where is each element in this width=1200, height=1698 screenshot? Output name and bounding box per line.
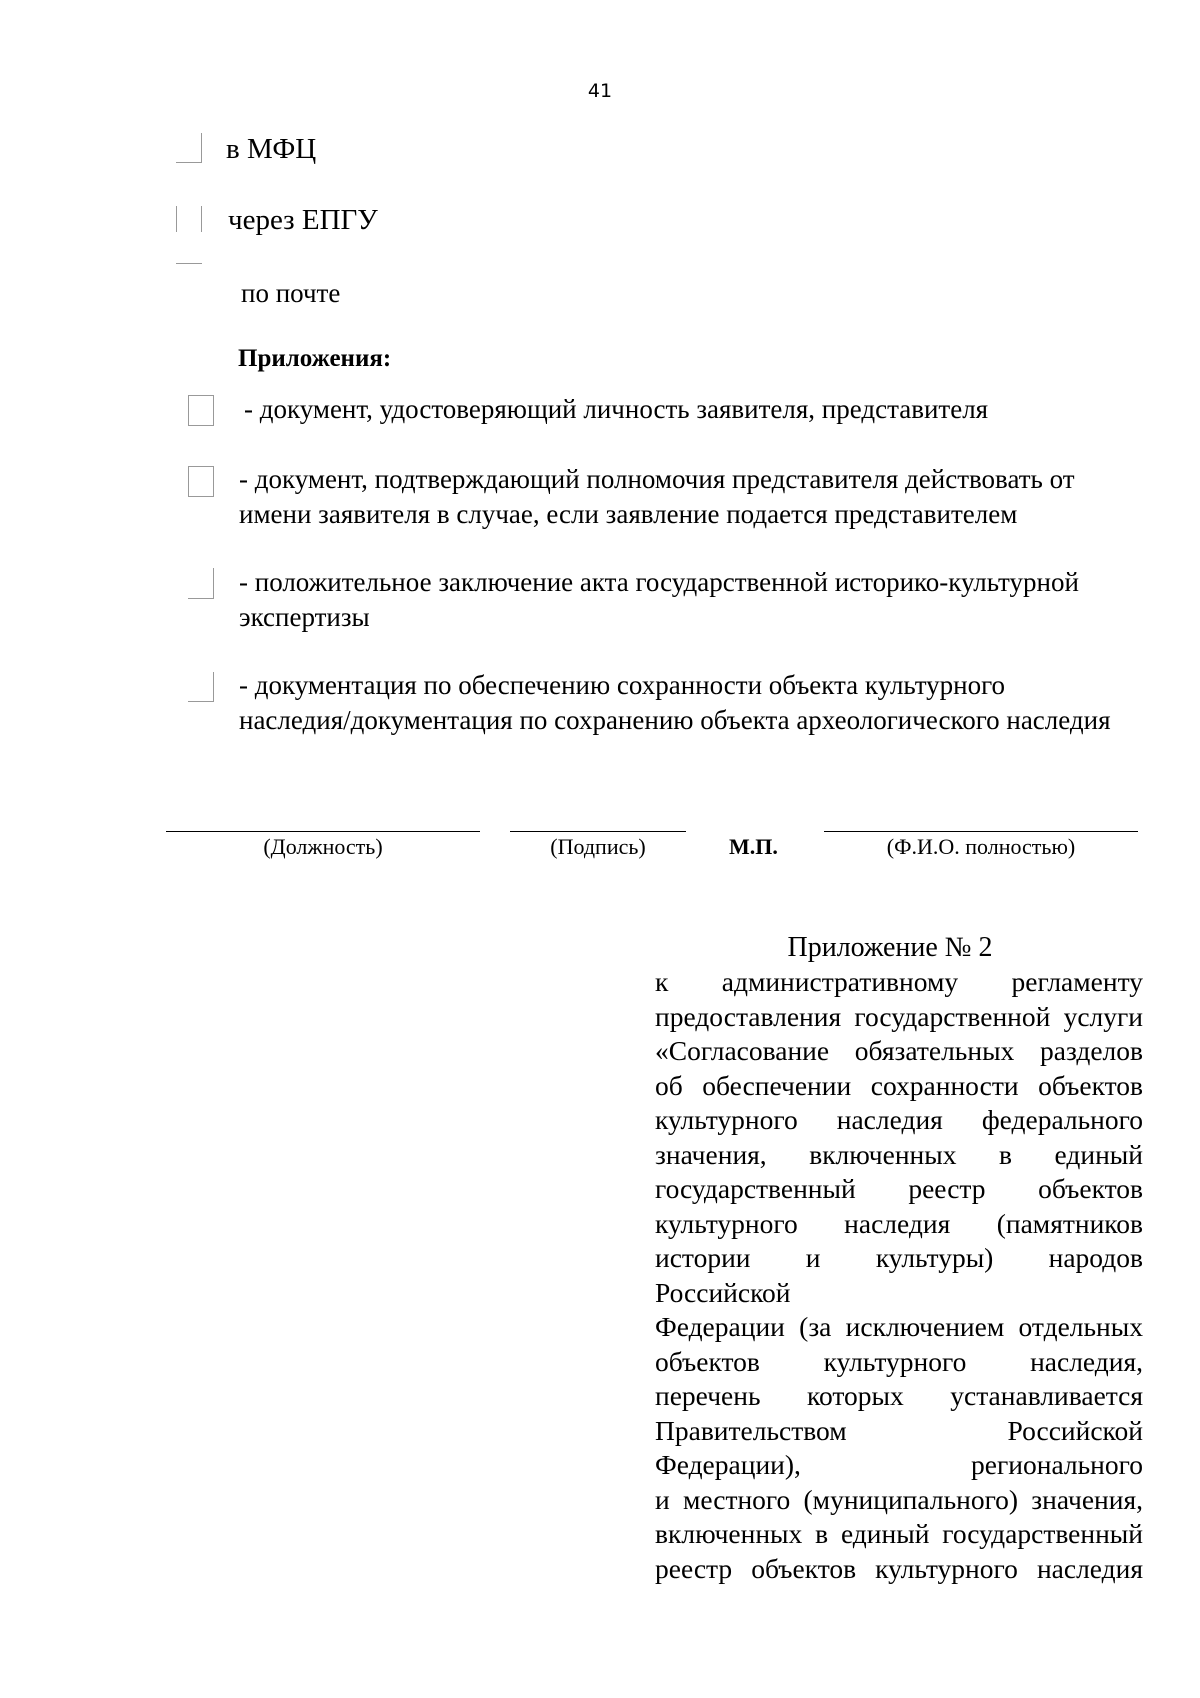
stamp-label: М.П. bbox=[729, 834, 778, 859]
attachment-text: - документ, удостоверяющий личность заявителя, представителя bbox=[244, 394, 989, 424]
attachment-text-line2: наследия/документация по сохранению объекта археологического наследия bbox=[239, 705, 1111, 735]
appendix-line: значения, включенных в единый bbox=[655, 1138, 1143, 1170]
appendix-line: объектов культурного наследия, bbox=[655, 1345, 1143, 1377]
attachment-checkbox[interactable] bbox=[188, 466, 214, 497]
delivery-option-label: через ЕПГУ bbox=[228, 204, 378, 236]
signature-caption: (Подпись) bbox=[550, 834, 646, 859]
position-caption: (Должность) bbox=[263, 834, 383, 859]
attachment-checkbox[interactable] bbox=[188, 395, 214, 426]
checkbox-mfc[interactable] bbox=[176, 133, 202, 163]
appendix-line: истории и культуры) народов Российской bbox=[655, 1242, 1143, 1308]
attachments-title: Приложения: bbox=[238, 345, 392, 372]
appendix-line: государственный реестр объектов bbox=[655, 1173, 1143, 1204]
position-line[interactable] bbox=[166, 831, 480, 832]
appendix-line: об обеспечении сохранности объектов bbox=[655, 1069, 1143, 1101]
attachment-text-line1: - положительное заключение акта государственной историко-культурной bbox=[239, 567, 1079, 597]
attachment-checkbox[interactable] bbox=[188, 672, 214, 702]
fullname-caption: (Ф.И.О. полностью) bbox=[886, 834, 1076, 859]
appendix-line: включенных в единый государственный bbox=[655, 1518, 1143, 1549]
attachment-text-line2: экспертизы bbox=[239, 602, 370, 632]
delivery-option-label: по почте bbox=[241, 278, 341, 308]
appendix-title: Приложение № 2 bbox=[787, 932, 993, 963]
attachment-checkbox[interactable] bbox=[188, 568, 214, 599]
appendix-line: «Согласование обязательных разделов bbox=[655, 1035, 1143, 1066]
attachment-text-line1: - документ, подтверждающий полномочия представителя действовать от bbox=[239, 464, 1075, 494]
checkbox-epgu[interactable] bbox=[176, 206, 202, 232]
attachment-text-line1: - документация по обеспечению сохранности объекта культурного bbox=[239, 670, 1006, 700]
appendix-line: культурного наследия федерального bbox=[655, 1104, 1143, 1135]
checkbox-post[interactable] bbox=[176, 263, 202, 265]
appendix-line: к административному регламенту bbox=[655, 966, 1143, 997]
attachment-text-line2: имени заявителя в случае, если заявление подается представителем bbox=[239, 499, 1018, 529]
appendix-line: предоставления государственной услуги bbox=[655, 1000, 1143, 1032]
appendix-line: культурного наследия (памятников bbox=[655, 1207, 1143, 1239]
appendix-line: Федерации), регионального bbox=[655, 1449, 1143, 1480]
signature-line[interactable] bbox=[510, 831, 686, 832]
fullname-line[interactable] bbox=[824, 831, 1138, 832]
appendix-line: и местного (муниципального) значения, bbox=[655, 1483, 1143, 1515]
appendix-line: Федерации (за исключением отдельных bbox=[655, 1311, 1143, 1342]
appendix-line: перечень которых устанавливается bbox=[655, 1380, 1143, 1411]
appendix-line: Правительством Российской bbox=[655, 1414, 1143, 1446]
page-number: 41 bbox=[587, 80, 613, 102]
delivery-option-label: в МФЦ bbox=[226, 133, 317, 165]
appendix-line: реестр объектов культурного наследия bbox=[655, 1552, 1143, 1584]
appendix-body bbox=[655, 965, 1143, 1586]
